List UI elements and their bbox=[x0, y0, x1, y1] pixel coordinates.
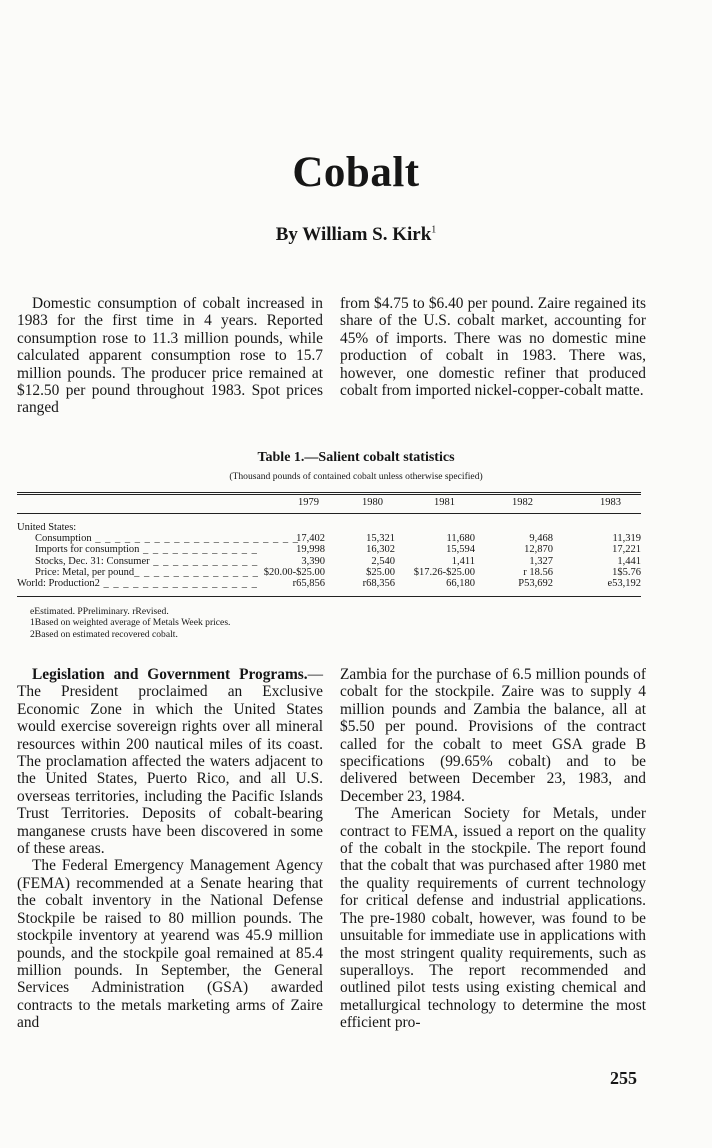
salient-statistics-table bbox=[17, 494, 641, 589]
intro-right-column bbox=[340, 295, 646, 399]
table-cell: 15,594 bbox=[446, 544, 475, 556]
table-footnotes bbox=[30, 606, 230, 640]
footnote: eEstimated. PPreliminary. rRevised. bbox=[30, 606, 169, 617]
section-label: United States: bbox=[17, 522, 77, 533]
table-row bbox=[17, 567, 641, 578]
intro-paragraph-left: Domestic consumption of cobalt increased in 1983 for the first time in 4 years. Reported consumption rose to 11.3 million pounds, while calculated apparent consumption rose to 15.7 million pounds. The producer price remained at $12.50 per pound throughout 1983. Spot prices ranged bbox=[17, 295, 323, 417]
year-header: 1981 bbox=[434, 497, 455, 509]
body-paragraph: The Federal Emergency Management Agency (FEMA) recommended at a Senate hearing that the cobalt inventory in the National Defense Stockpile be raised to 80 million pounds. The stockpile inventory at yearend was 45.9 million pounds, and the stockpile goal remained at 85.4 million pounds. In September, the General Services Administration (GSA) awarded contracts to the metals marketing arms of Zaire and bbox=[17, 857, 323, 1032]
body-paragraph: Legislation and Government Programs.—The President proclaimed an Exclusive Economic Zone in which the United States would exercise sovereign rights over all mineral resources within 200 nautical miles of its coast. The proclamation affected the waters adjacent to the United States, Puerto Rico, and all U.S. overseas territories, including the Pacific Islands Trust Territories. Deposits of cobalt-bearing manganese crusts have been discovered in some of these areas. bbox=[17, 666, 323, 858]
table-row bbox=[17, 556, 641, 567]
table-cell: 16,302 bbox=[366, 544, 395, 556]
row-label: Stocks, Dec. 31: Consumer _ _ _ _ _ _ _ _ _ _ _ bbox=[35, 555, 259, 567]
intro-paragraph-right: from $4.75 to $6.40 per pound. Zaire regained its share of the U.S. cobalt market, accounting for 45% of imports. There was no domestic mine production of cobalt in 1983. There was, however, one domestic refiner that produced cobalt from imported nickel-copper-cobalt matte. bbox=[340, 295, 646, 400]
footnote: 2Based on estimated recovered cobalt. bbox=[30, 628, 178, 640]
body-left-column bbox=[17, 666, 323, 1032]
table-cell: 1,327 bbox=[529, 555, 553, 567]
table-cell: 1,411 bbox=[451, 555, 475, 567]
footnote: 1Based on weighted average of Metals Week prices. bbox=[30, 617, 231, 629]
row-label: Price: Metal, per pound_ _ _ _ _ _ _ _ _ _ _ _ _ bbox=[35, 566, 259, 578]
table-top-rule bbox=[17, 492, 641, 493]
table-cell: 15,321 bbox=[366, 533, 395, 545]
body-paragraph: Zambia for the purchase of 6.5 million pounds of cobalt for the stockpile. Zaire was to supply 4 million pounds and Zambia the balance, all at $5.50 per pound. Provisions of the contract called for the cobalt to meet GSA grade B specifications (99.65% cobalt) and to be delivered between December 23, 1983, and December 23, 1984. bbox=[340, 666, 646, 805]
page-number: 255 bbox=[610, 1068, 637, 1088]
row-label: Imports for consumption _ _ _ _ _ _ _ _ _ _ _ _ bbox=[35, 544, 258, 556]
table-cell: 17,221 bbox=[612, 544, 641, 556]
author-name: By William S. Kirk bbox=[275, 224, 432, 245]
table-cell: 66,180 bbox=[446, 578, 475, 590]
table-row bbox=[17, 544, 641, 555]
year-header: 1983 bbox=[600, 497, 621, 509]
table-cell: e53,192 bbox=[607, 578, 641, 590]
row-label: World: Production2 _ _ _ _ _ _ _ _ _ _ _ _ _ _ _ _ bbox=[17, 578, 258, 590]
table-bottom-rule bbox=[17, 596, 641, 597]
table-cell: 17,402 bbox=[296, 533, 325, 545]
table-cell: 3,390 bbox=[301, 555, 325, 567]
byline bbox=[0, 224, 712, 246]
table-cell: r65,856 bbox=[292, 578, 325, 590]
year-header: 1979 bbox=[298, 497, 319, 509]
table-section-row bbox=[17, 522, 641, 533]
table-cell: 12,870 bbox=[524, 544, 553, 556]
body-paragraph: The American Society for Metals, under contract to FEMA, issued a report on the quality of the cobalt in the stockpile. The report found that the cobalt that was purchased after 1980 met the quality requirements of current technology for critical defense and industrial applications. The pre-1980 cobalt, however, was found to be unsuitable for immediate use in applications with the most stringent quality requirements, such as superalloys. The report recommended and outlined pilot tests using existing chemical and metallurgical technology to determine the most efficient pro- bbox=[340, 805, 646, 1032]
table-cell: $25.00 bbox=[366, 566, 395, 578]
table-subtitle: (Thousand pounds of contained cobalt unless otherwise specified) bbox=[229, 471, 483, 482]
table-cell: 1$5.76 bbox=[612, 566, 641, 578]
table-cell: r 18.56 bbox=[523, 566, 553, 578]
header-blank bbox=[17, 494, 257, 512]
table-cell: 11,319 bbox=[612, 533, 641, 545]
intro-left-column bbox=[17, 295, 323, 417]
table-cell: P53,692 bbox=[518, 578, 553, 590]
year-header: 1980 bbox=[362, 497, 383, 509]
table-cell: $17.26-$25.00 bbox=[413, 566, 475, 578]
table-cell: $20.00-$25.00 bbox=[263, 566, 325, 578]
table-cell: 19,998 bbox=[296, 544, 325, 556]
table-header-row bbox=[17, 494, 641, 512]
body-right-column bbox=[340, 666, 646, 1032]
article-title: Cobalt bbox=[292, 149, 420, 196]
table-cell: 9,468 bbox=[529, 533, 553, 545]
section-heading: Legislation and Government Programs. bbox=[32, 666, 308, 683]
table-cell: 1,441 bbox=[617, 555, 641, 567]
byline-footnote-mark: 1 bbox=[431, 224, 437, 236]
table-cell: 2,540 bbox=[371, 555, 395, 567]
year-header: 1982 bbox=[512, 497, 533, 509]
table-cell: 11,680 bbox=[446, 533, 475, 545]
table-cell: r68,356 bbox=[362, 578, 395, 590]
table-title: Table 1.—Salient cobalt statistics bbox=[257, 450, 455, 465]
table-row bbox=[17, 533, 641, 544]
table-row bbox=[17, 578, 641, 589]
row-label: Consumption _ _ _ _ _ _ _ _ _ _ _ _ _ _ _ _ _ _ _ _ _ bbox=[35, 533, 299, 545]
